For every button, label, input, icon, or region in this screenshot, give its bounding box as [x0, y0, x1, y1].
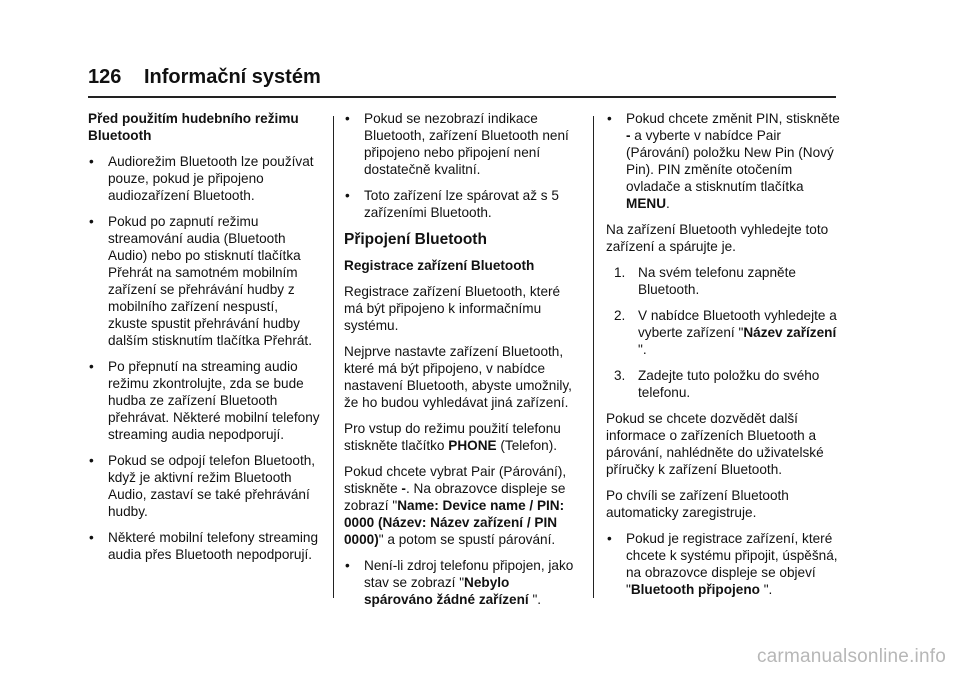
- bullet-icon: •: [345, 558, 350, 573]
- subsection-heading: Registrace zařízení Bluetooth: [344, 258, 535, 273]
- numbered-step: 1. Na svém telefonu zapněte Bluetooth.: [614, 265, 796, 297]
- numbered-step: 3. Zadejte tuto položku do svého telefonu.: [614, 368, 820, 400]
- menu-key: MENU: [626, 196, 667, 211]
- bullet-icon: •: [345, 111, 350, 126]
- bullet-icon: •: [89, 453, 94, 468]
- column-3: [606, 110, 842, 607]
- watermark: carmanualsonline.info: [756, 646, 946, 667]
- bullet-icon: •: [89, 359, 94, 374]
- bullet-icon: •: [89, 530, 94, 545]
- bullet-item: • Pokud po zapnutí režimu streamování audia (Bluetooth Audio) nebo po stisknutí tlačítka Přehrát na samotném mobilním zařízení se přehrávání hudby z mobilního zařízení nespustí, zkuste spustit přehrávání hudby dalším stisknutím tlačítka Přehrát.: [89, 214, 312, 348]
- bullet-item: • Některé mobilní telefony streaming audia přes Bluetooth nepodporují.: [89, 530, 319, 562]
- bullet-icon: •: [89, 154, 94, 169]
- paragraph: Nejprve nastavte zařízení Bluetooth, které má být připojeno, v nabídce nastavení Bluetooth, abyste umožnily, že ho budou vyhledávat jiná zařízení.: [344, 344, 572, 410]
- section-title: Informační systém: [144, 66, 321, 88]
- display-message: Nebylo spárováno žádné zařízení: [364, 575, 529, 607]
- bullet-item: • Audiorežim Bluetooth lze používat pouze, pokud je připojeno audiozařízení Bluetooth.: [89, 154, 314, 203]
- paragraph: Pro vstup do režimu použití telefonu stiskněte tlačítko PHONE (Telefon).: [344, 421, 561, 453]
- paragraph: Pokud chcete vybrat Pair (Párování), stiskněte -. Na obrazovce displeje se zobrazí "Name: Device name / PIN: 0000 (Název: Název zařízení / PIN 0000)" a potom se spustí párování.: [344, 464, 567, 547]
- display-message: Název zařízení: [743, 325, 837, 340]
- bullet-icon: •: [607, 111, 612, 126]
- column-1: [88, 110, 320, 572]
- bullet-icon: •: [607, 531, 612, 546]
- bullet-item: • Pokud chcete změnit PIN, stiskněte - a vyberte v nabídce Pair (Párování) položku New Pin (Nový Pin). PIN změníte otočením ovladače a stisknutím tlačítka MENU.: [607, 111, 840, 211]
- subsection-heading: Před použitím hudebního režimu Bluetooth: [88, 111, 299, 143]
- bullet-item: • Pokud se odpojí telefon Bluetooth, když je aktivní režim Bluetooth Audio, zastaví se také přehrávání hudby.: [89, 453, 316, 519]
- bullet-item: • Není-li zdroj telefonu připojen, jako stav se zobrazí "Nebylo spárováno žádné zařízení ".: [345, 558, 574, 607]
- bullet-item: • Po přepnutí na streaming audio režimu zkontrolujte, zda se bude hudba ze zařízení Bluetooth přehrávat. Některé mobilní telefony streaming audia nepodporují.: [89, 359, 320, 442]
- bullet-item: • Toto zařízení lze spárovat až s 5 zařízeními Bluetooth.: [345, 188, 559, 220]
- bullet-icon: •: [345, 188, 350, 203]
- display-message: Bluetooth připojeno: [630, 582, 760, 597]
- page-number: 126: [88, 66, 122, 88]
- minus-key: -: [401, 481, 406, 496]
- bullet-icon: •: [89, 214, 94, 229]
- paragraph: Na zařízení Bluetooth vyhledejte toto zařízení a spárujte je.: [606, 222, 829, 254]
- column-divider: [593, 116, 594, 598]
- numbered-step: 2. V nabídce Bluetooth vyhledejte a vyberte zařízení "Název zařízení ".: [614, 308, 837, 357]
- phone-key: PHONE: [448, 438, 497, 453]
- paragraph: Po chvíli se zařízení Bluetooth automaticky zaregistruje.: [606, 488, 789, 520]
- header-rule: [88, 96, 836, 98]
- paragraph: Registrace zařízení Bluetooth, které má být připojeno k informačnímu systému.: [344, 284, 561, 333]
- minus-key: -: [626, 128, 631, 143]
- section-heading: Připojení Bluetooth: [344, 231, 487, 248]
- column-divider: [333, 116, 334, 598]
- page-header: [88, 66, 836, 106]
- paragraph: Pokud se chcete dozvědět další informace o zařízeních Bluetooth a párování, nahlédněte do uživatelské příručky k zařízení Bluetooth.: [606, 411, 824, 477]
- column-2: [344, 110, 580, 617]
- display-message: Name: Device name / PIN: 0000 (Název: Název zařízení / PIN 0000): [344, 498, 565, 547]
- bullet-item: • Pokud se nezobrazí indikace Bluetooth, zařízení Bluetooth není připojeno nebo připojení není dostatečně kvalitní.: [345, 111, 569, 177]
- bullet-item: • Pokud je registrace zařízení, které chcete k systému připojit, úspěšná, na obrazovce displeje se objeví "Bluetooth připojeno ".: [607, 531, 838, 597]
